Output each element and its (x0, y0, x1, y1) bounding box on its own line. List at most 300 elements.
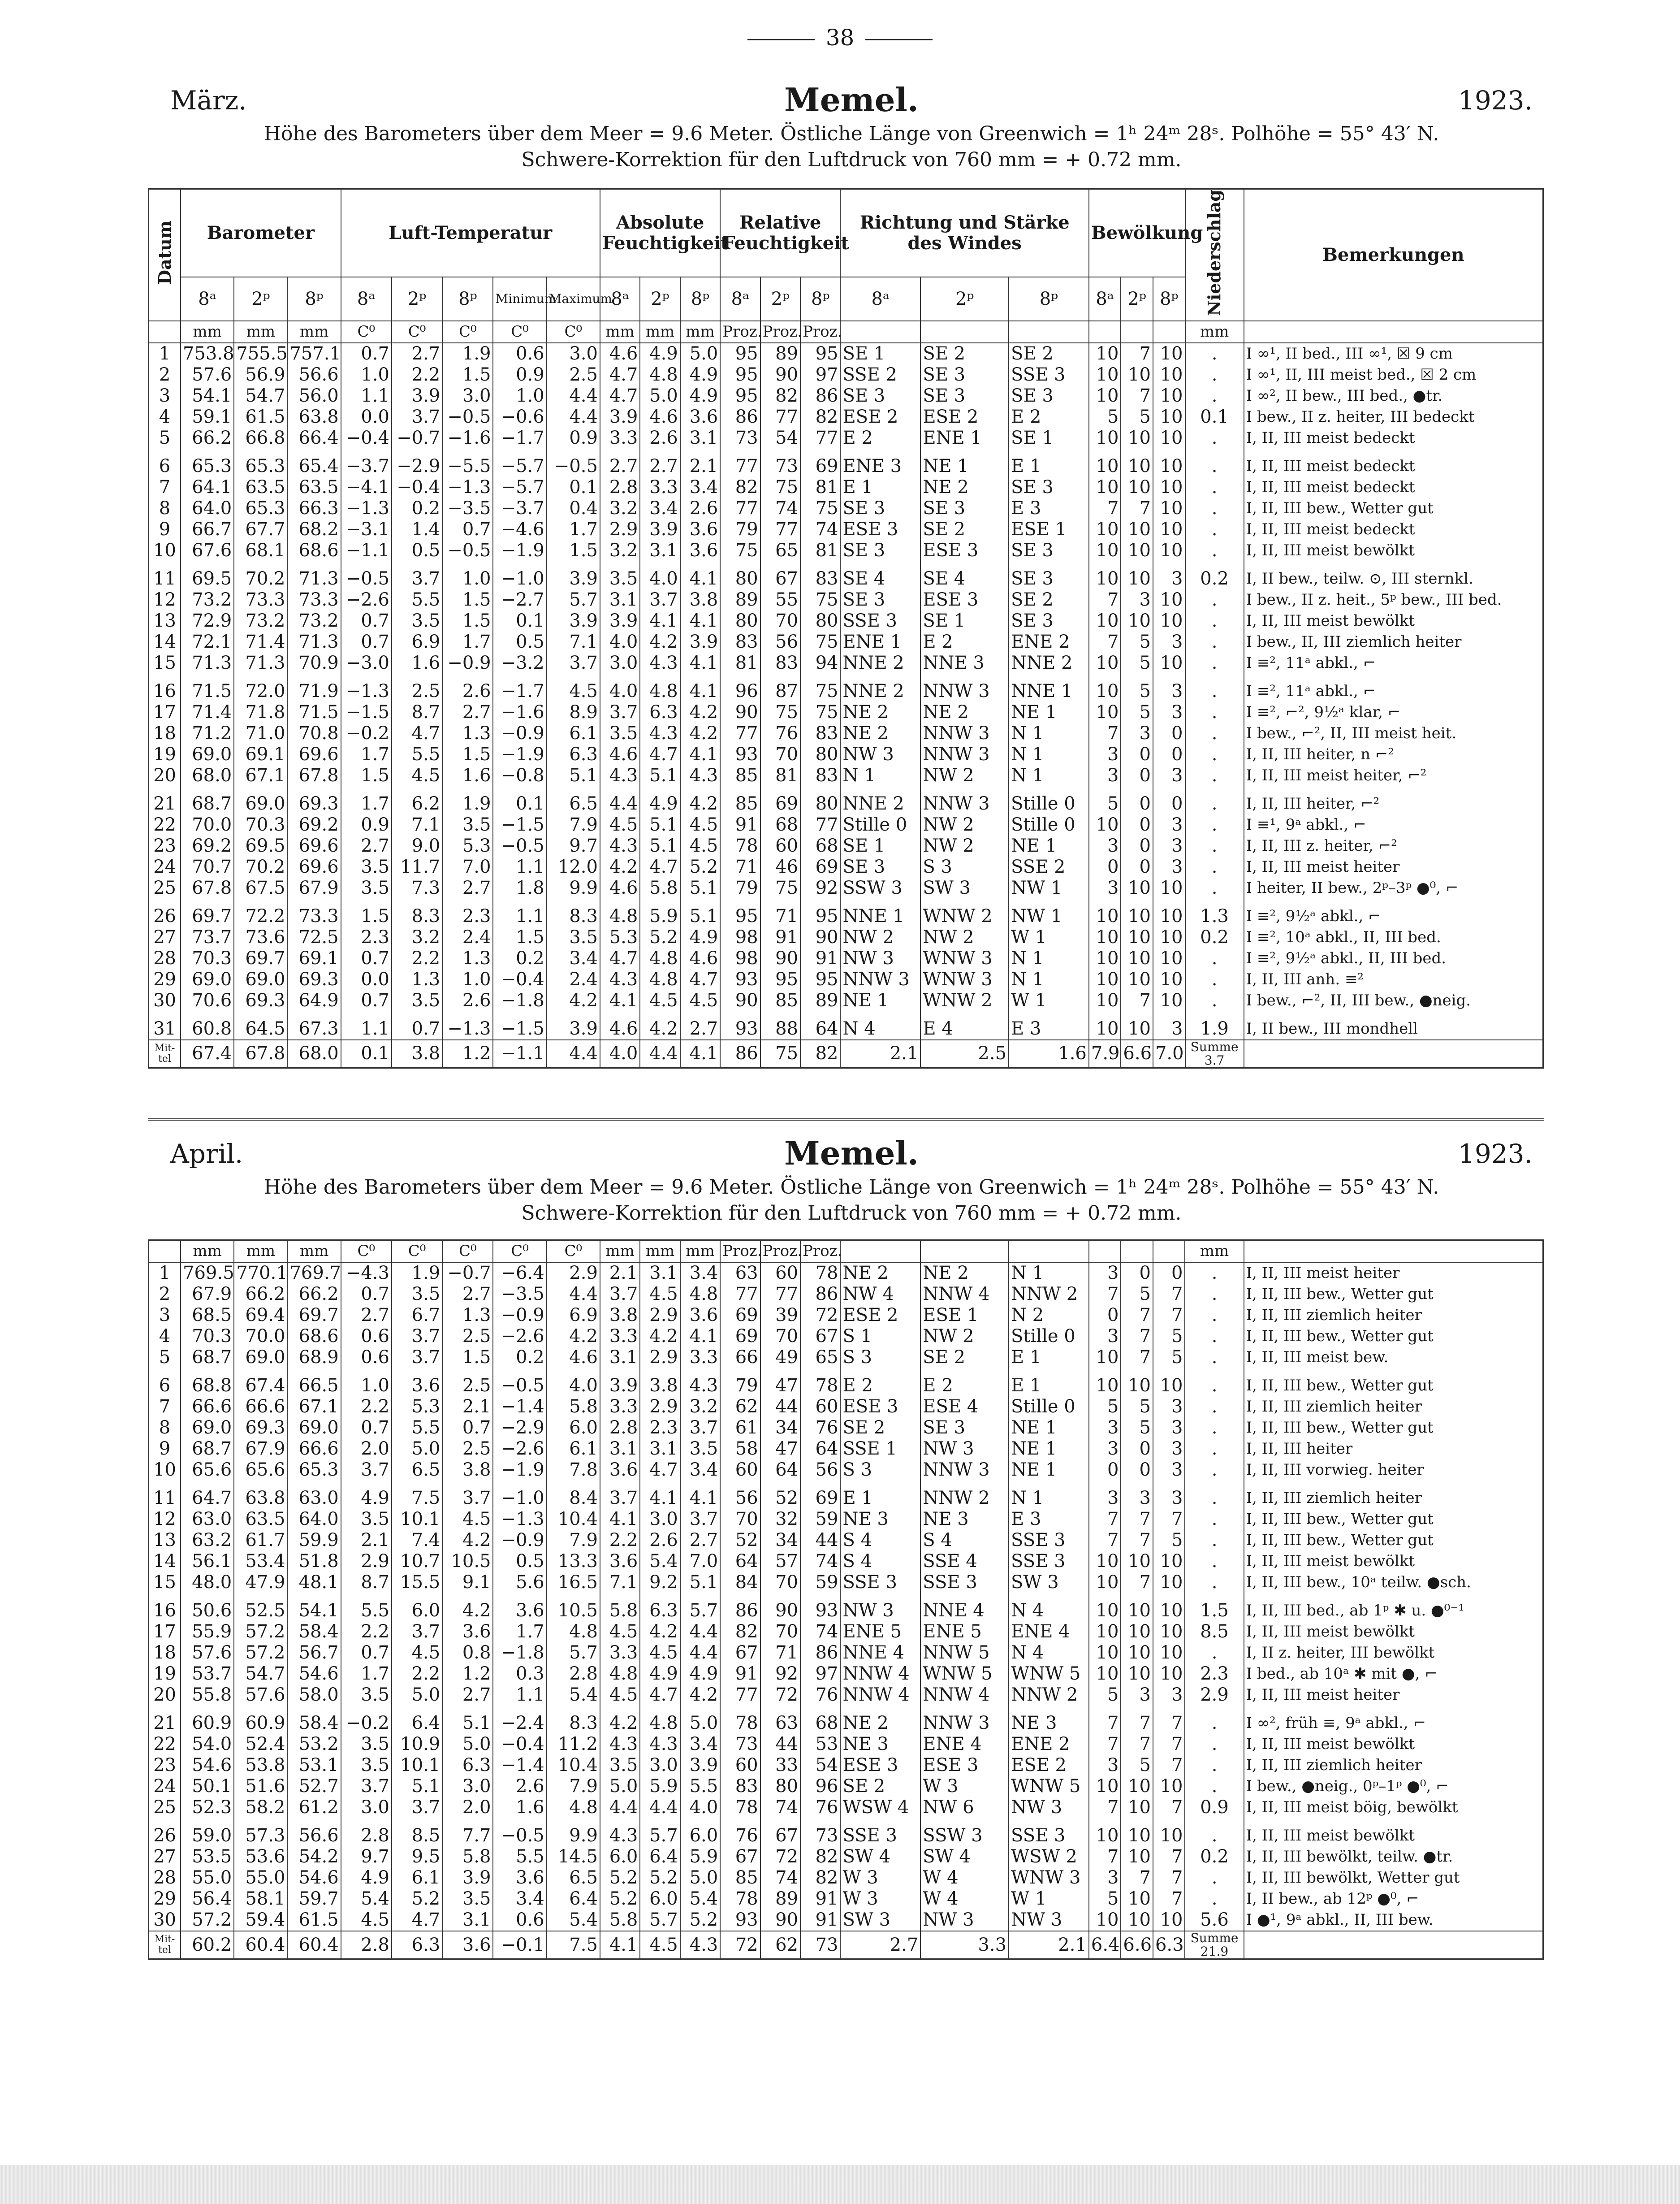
table-cell: 4.9 (640, 793, 680, 814)
table-cell: 89 (800, 990, 840, 1011)
table-cell: . (1185, 1347, 1244, 1368)
table-cell: 1.1 (493, 857, 546, 878)
table-cell: 4.4 (640, 1797, 680, 1818)
table-cell: 3.9 (392, 385, 442, 407)
remark-cell: I, II, III meist bewölkt (1244, 1551, 1543, 1572)
table-cell: 7 (1153, 1888, 1185, 1910)
table-cell: 67 (760, 568, 800, 589)
table-cell: NNE 2 (840, 793, 920, 814)
table-cell: 10 (1089, 814, 1121, 836)
table-cell: 55.0 (181, 1867, 234, 1888)
table-cell: WSW 4 (840, 1797, 920, 1818)
table-cell: 9.2 (640, 1572, 680, 1593)
table-cell: 4.5 (640, 1284, 680, 1305)
table-cell: 97 (800, 364, 840, 385)
table-cell: 0.1 (1185, 407, 1244, 428)
table-cell: 10.5 (547, 1600, 600, 1621)
table-cell: 10 (1089, 906, 1121, 927)
table-cell: 60.9 (234, 1713, 287, 1734)
table-cell: 57.2 (234, 1642, 287, 1663)
table-cell: 10 (1153, 519, 1185, 540)
table-cell: −6.4 (493, 1262, 546, 1284)
table-cell: NNW 3 (920, 1459, 1009, 1481)
unit-cell: C⁰ (392, 321, 442, 343)
table-cell: 58.4 (287, 1713, 341, 1734)
table-cell: 10 (1089, 1776, 1121, 1797)
table-cell: 57.6 (181, 1642, 234, 1663)
table-cell: 57.2 (234, 1621, 287, 1642)
table-cell: 12 (149, 1509, 181, 1530)
table-cell: . (1185, 498, 1244, 519)
table-cell: 10 (1153, 407, 1185, 428)
table-cell: NNW 3 (840, 969, 920, 990)
table-cell: SE 1 (840, 343, 920, 364)
table-cell: 4.5 (600, 814, 640, 836)
table-row (149, 519, 1543, 540)
table-cell: 7.0 (442, 857, 493, 878)
table-cell: 10 (1121, 927, 1153, 948)
remark-cell: I, II, III ziemlich heiter (1244, 1305, 1543, 1326)
table-cell: −4.1 (341, 477, 392, 498)
remark-cell: I, II bew., III mondhell (1244, 1018, 1543, 1040)
table-cell: −0.1 (493, 1931, 546, 1959)
table-cell: 0.2 (1185, 927, 1244, 948)
table-cell: 8.5 (392, 1825, 442, 1846)
table-cell: . (1185, 1551, 1244, 1572)
unit-cell: mm (600, 1240, 640, 1263)
table-cell: 7 (1089, 723, 1121, 744)
table-cell: 4.3 (680, 765, 720, 786)
table-cell: 90 (760, 364, 800, 385)
table-cell: 2.9 (640, 1347, 680, 1368)
table-cell: 10 (149, 1459, 181, 1481)
table-cell: 59.9 (287, 1530, 341, 1551)
table-cell: SE 1 (1009, 428, 1089, 449)
table-cell: 58 (720, 1438, 760, 1459)
table-cell: 4.1 (680, 611, 720, 632)
table-cell: 5 (149, 428, 181, 449)
table-cell: 3 (1153, 568, 1185, 589)
table-cell: 3.1 (640, 540, 680, 561)
table-cell: 69.3 (234, 990, 287, 1011)
table-cell: ESE 3 (840, 1396, 920, 1417)
table-cell: 69.0 (234, 793, 287, 814)
table-cell: 5.4 (680, 1888, 720, 1910)
table-cell: 0.5 (493, 1551, 546, 1572)
table-cell: 63 (720, 1262, 760, 1284)
table-cell: 4.8 (640, 681, 680, 702)
table-cell: 769.5 (181, 1262, 234, 1284)
remark-cell: I, II, III meist bewölkt (1244, 540, 1543, 561)
remark-cell: I, II, III heiter (1244, 1438, 1543, 1459)
table-cell: 14.5 (547, 1846, 600, 1867)
table-cell: −1.8 (493, 990, 546, 1011)
table-cell: . (1185, 519, 1244, 540)
table-cell: 63.2 (181, 1530, 234, 1551)
table-row (149, 744, 1543, 765)
table-cell: 31 (149, 1018, 181, 1040)
table-cell: −0.7 (392, 428, 442, 449)
table-cell: 3.4 (640, 498, 680, 519)
table-cell: 2.2 (392, 1663, 442, 1684)
table-cell: 73.2 (287, 611, 341, 632)
table-cell: 3.7 (547, 653, 600, 674)
table-cell: 5.1 (680, 906, 720, 927)
table-cell: 5.1 (640, 836, 680, 857)
year-label: 1923. (1458, 85, 1533, 116)
remark-cell: I, II, III anh. ≡² (1244, 969, 1543, 990)
table-cell: 90 (760, 1910, 800, 1931)
table-cell: 3 (1089, 1755, 1121, 1776)
table-cell: −1.7 (493, 428, 546, 449)
table-cell: 47 (760, 1438, 800, 1459)
remark-cell: I ≡², 9½ᵃ abkl., ⌐ (1244, 906, 1543, 927)
table-cell: 4.5 (640, 1642, 680, 1663)
table-cell: 78 (720, 1888, 760, 1910)
table-cell: 4.1 (680, 1326, 720, 1347)
table-cell: NNE 1 (1009, 681, 1089, 702)
table-cell: 1.5 (442, 744, 493, 765)
table-cell: 5 (1089, 793, 1121, 814)
table-cell: 4.4 (547, 385, 600, 407)
table-cell: Stille 0 (840, 814, 920, 836)
unit-cell (149, 321, 181, 343)
table-cell: NW 6 (920, 1797, 1009, 1818)
remark-cell: I, II, III ziemlich heiter (1244, 1396, 1543, 1417)
unit-cell: C⁰ (547, 321, 600, 343)
table-cell: 0.6 (493, 1910, 546, 1931)
table-cell: 0.7 (341, 1642, 392, 1663)
remark-cell: I, II bew., ab 12ᵖ ●⁰, ⌐ (1244, 1888, 1543, 1910)
table-cell: 4.7 (600, 364, 640, 385)
table-cell: 71 (760, 1642, 800, 1663)
unit-cell (1121, 321, 1153, 343)
table-cell: 0.2 (493, 948, 546, 969)
table-cell: 56.6 (287, 364, 341, 385)
table-cell: 4.6 (600, 878, 640, 899)
table-cell: 60.2 (181, 1931, 234, 1959)
table-cell: 1.6 (392, 653, 442, 674)
table-cell: −2.9 (493, 1417, 546, 1438)
table-cell: 10.1 (392, 1509, 442, 1530)
group-gap (149, 1481, 1543, 1488)
table-cell: 72 (720, 1931, 760, 1959)
table-cell: Summe 3.7 (1185, 1040, 1244, 1068)
table-cell: 0.1 (341, 1040, 392, 1068)
table-cell: 6.5 (392, 1459, 442, 1481)
table-cell: −0.4 (341, 428, 392, 449)
table-cell: 27 (149, 927, 181, 948)
table-cell: −1.5 (493, 814, 546, 836)
table-cell: NE 1 (1009, 836, 1089, 857)
table-cell: 77 (720, 498, 760, 519)
table-cell: 68.7 (181, 1347, 234, 1368)
table-cell: 5.5 (341, 1600, 392, 1621)
table-cell: 17 (149, 702, 181, 723)
table-cell: 2.9 (640, 1305, 680, 1326)
table-cell: 5 (1121, 1755, 1153, 1776)
table-cell: N 1 (1009, 948, 1089, 969)
table-cell: NNW 4 (920, 1684, 1009, 1706)
table-cell: 4.9 (680, 1663, 720, 1684)
table-cell: 93 (720, 744, 760, 765)
table-cell: 7.4 (392, 1530, 442, 1551)
table-cell: 0.8 (442, 1642, 493, 1663)
table-cell: 67.8 (181, 878, 234, 899)
table-cell: 2.3 (1185, 1663, 1244, 1684)
table-cell: 11.2 (547, 1734, 600, 1755)
table-cell: . (1185, 969, 1244, 990)
table-cell: 10 (1089, 927, 1121, 948)
table-cell: 3 (1089, 878, 1121, 899)
table-cell: 5.2 (600, 1867, 640, 1888)
table-cell: 69.7 (181, 906, 234, 927)
table-cell: 5 (1121, 407, 1153, 428)
table-cell: −1.1 (493, 1040, 546, 1068)
table-cell: 63.5 (234, 477, 287, 498)
table-cell: . (1185, 477, 1244, 498)
table-cell: 3 (1153, 1459, 1185, 1481)
table-cell: 60 (720, 1459, 760, 1481)
table-cell: 71.2 (181, 723, 234, 744)
remark-cell: I ∞¹, II bed., III ∞¹, ☒ 9 cm (1244, 343, 1543, 364)
table-cell: 3.9 (680, 1755, 720, 1776)
table-cell: 4.5 (680, 814, 720, 836)
table-cell: 73.3 (287, 589, 341, 611)
table-cell: 4 (149, 407, 181, 428)
table-cell: 10 (1121, 519, 1153, 540)
table-cell: 98 (720, 948, 760, 969)
table-cell: 3.0 (600, 653, 640, 674)
table-cell: 3.7 (392, 1326, 442, 1347)
table-cell: 10 (1089, 364, 1121, 385)
table-cell: 63.5 (287, 477, 341, 498)
unit-cell: C⁰ (341, 321, 392, 343)
table-cell: E 1 (840, 477, 920, 498)
table-cell: 68.5 (181, 1305, 234, 1326)
table-cell: 73.3 (287, 906, 341, 927)
table-row (149, 1572, 1543, 1593)
table-cell: 4.2 (640, 1326, 680, 1347)
table-cell: 2 (149, 364, 181, 385)
table-cell: 10 (149, 540, 181, 561)
table-cell: 75 (800, 632, 840, 653)
table-cell: NNW 3 (920, 1713, 1009, 1734)
col-8a: 8ᵃ (840, 277, 920, 321)
table-cell: 3.7 (680, 1509, 720, 1530)
table-cell: 5.8 (547, 1396, 600, 1417)
unit-cell: Proz. (800, 321, 840, 343)
table-cell: 68 (760, 814, 800, 836)
table-cell: E 4 (920, 1018, 1009, 1040)
table-cell: NW 2 (920, 1326, 1009, 1347)
table-cell: 58.4 (287, 1621, 341, 1642)
table-cell: 10 (1153, 1621, 1185, 1642)
table-cell: −3.5 (493, 1284, 546, 1305)
group-gap (149, 786, 1543, 793)
remark-cell: I heiter, II bew., 2ᵖ–3ᵖ ●⁰, ⌐ (1244, 878, 1543, 899)
table-cell: 2.0 (442, 1797, 493, 1818)
table-cell: −1.4 (493, 1755, 546, 1776)
table-cell: 5.3 (600, 927, 640, 948)
table-cell: 5.8 (600, 1910, 640, 1931)
table-cell: 3.6 (600, 1459, 640, 1481)
table-cell: 1.1 (341, 1018, 392, 1040)
table-cell: 4.0 (547, 1375, 600, 1396)
table-cell: 20 (149, 1684, 181, 1706)
table-cell: 2.8 (341, 1825, 392, 1846)
table-cell: 4.4 (547, 407, 600, 428)
table-cell: 6.3 (640, 1600, 680, 1621)
table-cell: 0.0 (341, 969, 392, 990)
unit-cell (1121, 1240, 1153, 1263)
table-cell: 5 (1121, 1417, 1153, 1438)
table-cell: 66.3 (287, 498, 341, 519)
table-cell: 4.2 (600, 1713, 640, 1734)
table-cell: 74 (760, 1797, 800, 1818)
table-cell: E 2 (1009, 407, 1089, 428)
table-cell: 3 (149, 1305, 181, 1326)
table-cell: SE 1 (920, 611, 1009, 632)
table-cell: 2.8 (600, 477, 640, 498)
table-cell: E 1 (840, 1488, 920, 1509)
col-2p: 2ᵖ (760, 277, 800, 321)
table-cell: 82 (720, 1621, 760, 1642)
table-cell: 7 (1089, 1713, 1121, 1734)
unit-cell (1244, 321, 1543, 343)
table-cell: 83 (760, 653, 800, 674)
remark-cell: I, II, III meist heiter (1244, 857, 1543, 878)
table-cell: W 1 (1009, 990, 1089, 1011)
remark-cell (1244, 1040, 1543, 1068)
table-cell: 68.0 (287, 1040, 341, 1068)
table-cell: W 4 (920, 1888, 1009, 1910)
table-row (149, 1018, 1543, 1040)
table-cell: 1.5 (442, 589, 493, 611)
table-cell: −1.8 (493, 1642, 546, 1663)
table-cell: . (1185, 1642, 1244, 1663)
table-cell: 4.9 (640, 1663, 680, 1684)
table-cell: S 4 (840, 1530, 920, 1551)
table-cell: 8 (149, 1417, 181, 1438)
remark-cell (1244, 1931, 1543, 1959)
table-cell: 6 (149, 1375, 181, 1396)
col-2p: 2ᵖ (1121, 277, 1153, 321)
table-cell: 1.3 (442, 948, 493, 969)
table-cell: 4.1 (680, 681, 720, 702)
table-cell: 4.8 (640, 969, 680, 990)
table-cell: 69.5 (181, 568, 234, 589)
table-row (149, 428, 1543, 449)
table-cell: 0.7 (341, 611, 392, 632)
table-cell: 6.4 (547, 1888, 600, 1910)
table-cell: 54 (800, 1755, 840, 1776)
table-row (149, 1509, 1543, 1530)
table-cell: 69.2 (181, 836, 234, 857)
table-row (149, 1621, 1543, 1642)
table-cell: 10 (1153, 927, 1185, 948)
table-cell: 93 (720, 1910, 760, 1931)
table-cell: 1.9 (392, 1262, 442, 1284)
table-cell: 2.2 (341, 1621, 392, 1642)
table-cell: Mit-tel (149, 1040, 181, 1068)
table-cell: 7.9 (547, 1776, 600, 1797)
table-cell: SW 3 (840, 1910, 920, 1931)
table-cell: 5.2 (680, 1910, 720, 1931)
table-cell: 67.9 (287, 878, 341, 899)
table-cell: 5.4 (547, 1684, 600, 1706)
table-cell: 6.1 (547, 723, 600, 744)
table-cell: 1.9 (442, 343, 493, 364)
table-cell: SSE 1 (840, 1438, 920, 1459)
col-8p: 8ᵖ (1153, 277, 1185, 321)
table-cell: NW 3 (840, 948, 920, 969)
table-cell: 69.6 (287, 836, 341, 857)
table-cell: −1.9 (493, 1459, 546, 1481)
table-cell: 95 (760, 969, 800, 990)
unit-cell: Proz. (800, 1240, 840, 1263)
table-row (149, 1284, 1543, 1305)
table-cell: 1.7 (547, 519, 600, 540)
table-cell: −2.7 (493, 589, 546, 611)
table-cell: 5.8 (600, 1600, 640, 1621)
table-cell: ENE 1 (840, 632, 920, 653)
table-cell: 1.6 (1009, 1040, 1089, 1068)
table-cell: 75 (800, 702, 840, 723)
table-cell: 72.2 (234, 906, 287, 927)
table-cell: 67.7 (234, 519, 287, 540)
table-cell: 3.6 (680, 540, 720, 561)
table-cell: SW 4 (840, 1846, 920, 1867)
datum-header: Datum (149, 189, 181, 321)
table-cell: 74 (760, 1867, 800, 1888)
table-cell: 7 (1089, 1734, 1121, 1755)
table-cell: 6.1 (547, 1438, 600, 1459)
table-cell: 69 (720, 1326, 760, 1347)
table-cell: NE 2 (840, 702, 920, 723)
table-cell: 74 (760, 498, 800, 519)
table-cell: 3.5 (600, 568, 640, 589)
table-cell: 70.8 (287, 723, 341, 744)
unit-cell: mm (181, 1240, 234, 1263)
table-cell: 3.0 (442, 1776, 493, 1797)
table-cell: WNW 5 (1009, 1663, 1089, 1684)
table-cell: 0 (1121, 814, 1153, 836)
table-cell: N 2 (1009, 1305, 1089, 1326)
table-cell: 25 (149, 878, 181, 899)
table-cell: NNW 4 (840, 1684, 920, 1706)
table-cell: 4.2 (547, 990, 600, 1011)
table-row (149, 1530, 1543, 1551)
table-cell: ESE 1 (920, 1305, 1009, 1326)
table-row (149, 1417, 1543, 1438)
table-cell: 2.7 (442, 702, 493, 723)
table-cell: 0 (1153, 723, 1185, 744)
table-cell: . (1185, 836, 1244, 857)
table-cell: 74 (800, 1551, 840, 1572)
table-cell: 3.3 (600, 1642, 640, 1663)
table-cell: 10 (1153, 948, 1185, 969)
table-row (149, 343, 1543, 364)
table-cell: 3.0 (640, 1755, 680, 1776)
col-2p: 2ᵖ (920, 277, 1009, 321)
table-cell: 0 (1089, 1459, 1121, 1481)
unit-cell (840, 321, 920, 343)
table-cell: 4.4 (600, 793, 640, 814)
table-cell: 69 (800, 1488, 840, 1509)
table-cell: 34 (760, 1530, 800, 1551)
table-cell: 5 (1121, 681, 1153, 702)
